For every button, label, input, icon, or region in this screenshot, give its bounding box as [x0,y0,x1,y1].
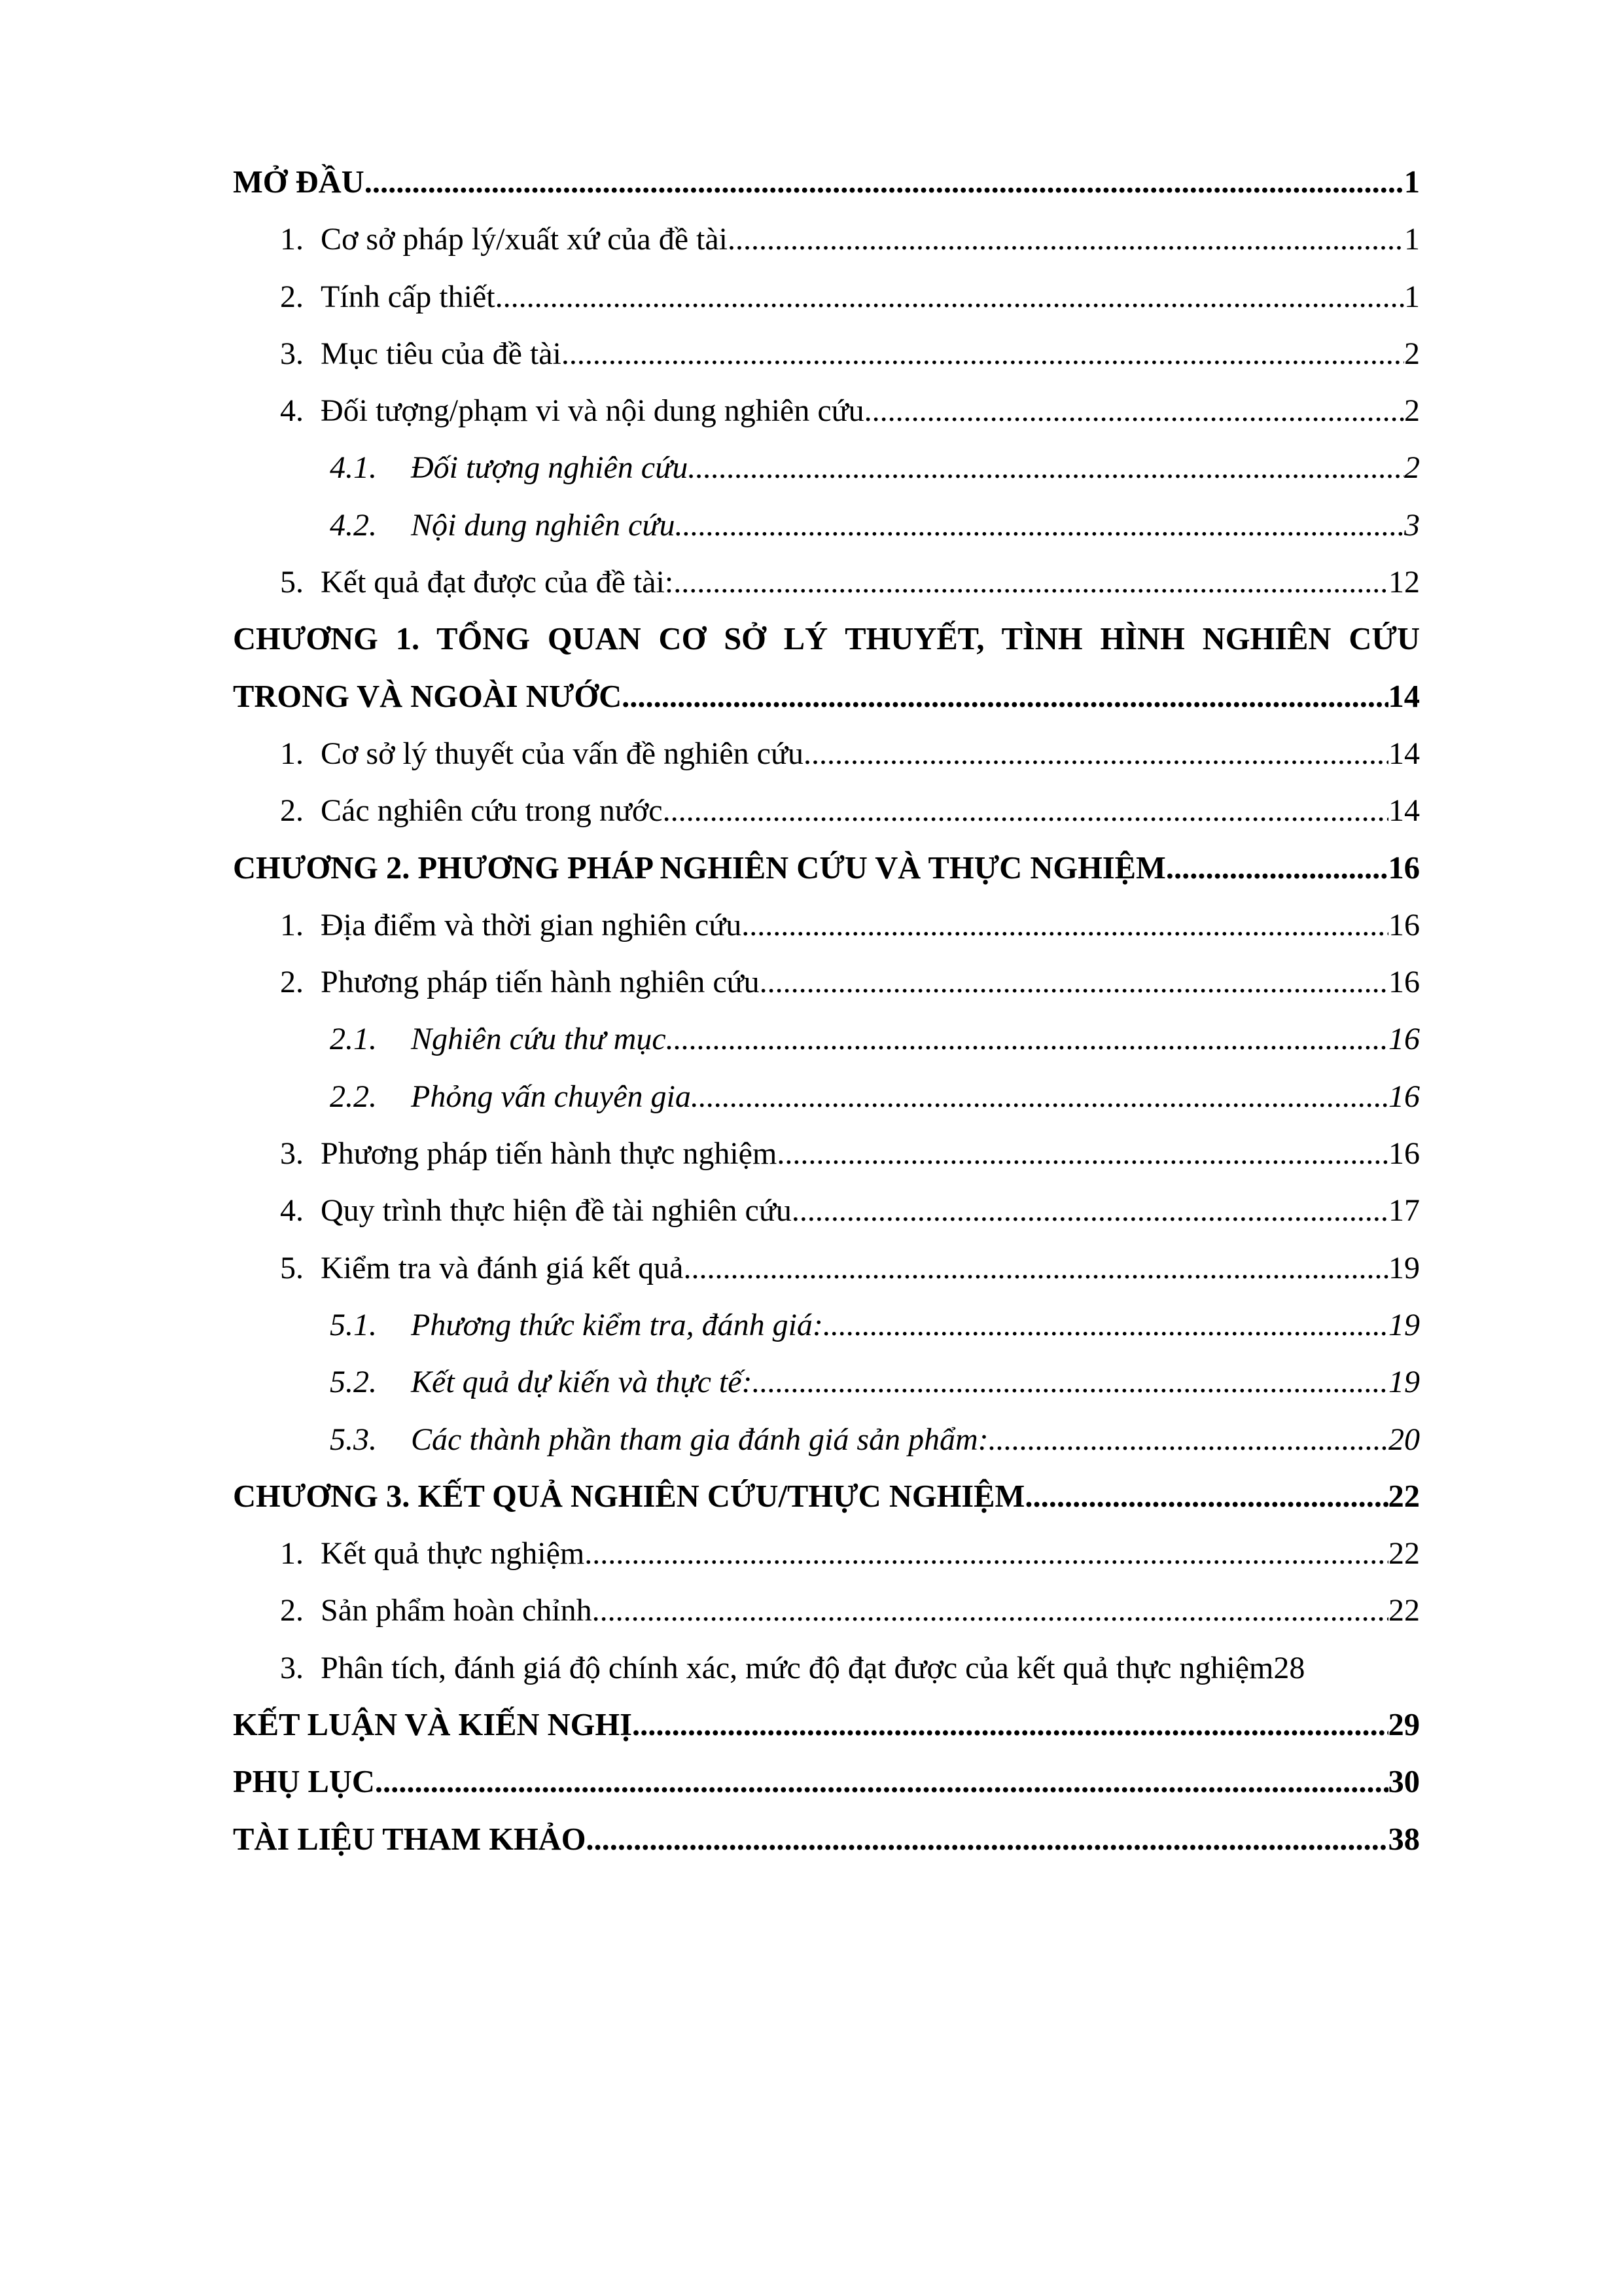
toc-section-entry[interactable] [233,1240,1420,1297]
toc-section-entry[interactable] [233,1582,1420,1639]
toc-section-entry[interactable] [233,1125,1420,1182]
toc-section-entry[interactable] [233,1640,1420,1696]
toc-chapter-entry[interactable] [233,1753,1420,1810]
toc-entry-title [330,1297,823,1354]
toc-page-number: 28 [1273,1650,1305,1685]
toc-chapter-entry[interactable] [233,1696,1420,1753]
toc-subsection-entry[interactable] [233,1411,1420,1468]
toc-section-entry[interactable] [233,897,1420,954]
toc-entry-number: 4.1. [330,450,377,486]
toc-section-entry[interactable] [233,1525,1420,1582]
toc-entry-title [330,497,675,554]
toc-page-number: 19 [1388,1250,1420,1285]
toc-entry-text: Đối tượng nghiên cứu [411,450,688,486]
toc-entry-title [330,1068,691,1125]
toc-dot-leader [663,782,1388,839]
toc-dot-leader [741,897,1388,954]
toc-entry-number: 4.2. [330,507,377,543]
toc-dot-leader [728,211,1404,268]
toc-entry-title [280,954,760,1011]
toc-entry-title [233,154,364,211]
table-of-contents [233,154,1420,1868]
toc-section-entry[interactable] [233,268,1420,325]
toc-entry-number: 5. [280,1250,304,1285]
toc-entry-number: 4. [280,1193,304,1229]
toc-dot-leader [632,1696,1388,1753]
toc-page-number: 16 [1388,907,1420,942]
toc-entry-text: Quy trình thực hiện đề tài nghiên cứu [321,1193,792,1229]
toc-entry-title [280,1525,584,1582]
toc-entry-number: 3. [280,336,304,371]
toc-entry-title [233,1753,375,1810]
toc-entry-text: Kết quả dự kiến và thực tế: [411,1365,752,1400]
toc-chapter-entry[interactable] [233,154,1420,211]
toc-section-entry[interactable] [233,382,1420,439]
toc-section-entry[interactable] [233,554,1420,611]
toc-entry-title [280,1182,792,1239]
toc-dot-leader [495,268,1404,325]
toc-entry-title [280,1582,592,1639]
toc-page-number: 30 [1388,1765,1420,1800]
toc-entry-text: Cơ sở lý thuyết của vấn đề nghiên cứu [321,736,803,771]
toc-entry-title [330,1011,666,1067]
toc-entry-title [280,1125,777,1182]
toc-section-entry[interactable] [233,211,1420,268]
toc-page-number: 22 [1388,1593,1420,1628]
toc-page-number: 2 [1404,336,1420,371]
toc-page-number: 20 [1388,1422,1420,1457]
toc-entry-text: Kết quả thực nghiệm [321,1536,585,1571]
toc-entry-text: TRONG VÀ NGOÀI NƯỚC [233,679,622,714]
toc-entry-number: 2. [280,793,304,829]
toc-entry-number: 5.1. [330,1307,377,1342]
toc-dot-leader [586,1811,1388,1868]
toc-entry-text: Các nghiên cứu trong nước [321,793,663,829]
toc-entry-text: Các thành phần tham gia đánh giá sản phẩm: [411,1422,989,1457]
toc-section-entry[interactable] [233,1182,1420,1239]
toc-page-number: 1 [1403,165,1420,200]
toc-entry-title [280,1640,1273,1696]
toc-page-number: 29 [1388,1708,1420,1743]
toc-entry-number: 1. [280,222,304,257]
toc-entry-title [233,668,622,725]
toc-entry-text: Nội dung nghiên cứu [411,507,675,543]
toc-entry-title [280,782,663,839]
toc-chapter-entry[interactable] [233,668,1420,725]
toc-entry-text: Đối tượng/phạm vi và nội dung nghiên cứu [321,393,864,429]
toc-entry-number: 5.2. [330,1365,377,1400]
toc-entry-text: Kiểm tra và đánh giá kết quả [321,1250,684,1285]
toc-entry-text: KẾT LUẬN VÀ KIẾN NGHỊ [233,1708,632,1743]
toc-entry-title [330,1354,752,1410]
toc-page-number: 16 [1388,850,1420,886]
toc-dot-leader [375,1753,1388,1810]
toc-dot-leader [683,1240,1388,1297]
toc-dot-leader [592,1582,1388,1639]
toc-entry-text: MỞ ĐẦU [233,165,364,200]
toc-page-number: 1 [1404,279,1420,314]
toc-entry-number: 2. [280,1593,304,1628]
toc-entry-title [280,325,561,382]
toc-entry-title [280,897,741,954]
toc-page-number: 22 [1388,1479,1420,1514]
toc-dot-leader [1025,1468,1388,1525]
toc-entry-number: 4. [280,393,304,429]
toc-subsection-entry[interactable] [233,1011,1420,1067]
toc-page-number: 14 [1388,679,1420,714]
toc-entry-title [233,1696,632,1753]
toc-subsection-entry[interactable] [233,439,1420,496]
toc-entry-title [280,268,495,325]
toc-chapter-entry[interactable] [233,1811,1420,1868]
toc-section-entry[interactable] [233,725,1420,782]
toc-entry-title [233,840,1166,897]
toc-page-number: 19 [1388,1307,1420,1342]
toc-dot-leader [364,154,1404,211]
toc-page-number: 16 [1388,965,1420,1000]
toc-chapter-entry[interactable] [233,840,1420,897]
toc-entry-title [330,439,688,496]
toc-page-number: 2 [1404,393,1420,429]
toc-entry-number: 3. [280,1650,304,1685]
toc-entry-number: 5.3. [330,1422,377,1457]
toc-dot-leader [792,1182,1388,1239]
toc-dot-leader [752,1354,1388,1410]
toc-dot-leader [622,668,1388,725]
toc-entry-text: Địa điểm và thời gian nghiên cứu [321,907,742,942]
toc-section-entry[interactable] [233,782,1420,839]
toc-dot-leader [777,1125,1388,1182]
toc-entry-text: CHƯƠNG 3. KẾT QUẢ NGHIÊN CỨU/THỰC NGHIỆM [233,1479,1025,1514]
toc-entry-title [233,1468,1025,1525]
toc-entry-title [280,211,728,268]
toc-entry-text: Sản phẩm hoàn chỉnh [321,1593,592,1628]
toc-entry-title [280,382,864,439]
toc-entry-text: Kết quả đạt được của đề tài: [321,565,674,600]
toc-chapter-entry[interactable] [233,1468,1420,1525]
toc-page-number: 16 [1388,1022,1420,1057]
toc-page-number: 14 [1388,736,1420,771]
toc-entry-number: 2. [280,965,304,1000]
toc-entry-title [233,1811,586,1868]
toc-dot-leader [823,1297,1388,1354]
toc-dot-leader [561,325,1404,382]
toc-page-number: 17 [1388,1193,1420,1229]
toc-entry-text: Tính cấp thiết [321,279,495,314]
toc-entry-text: Phỏng vấn chuyên gia [411,1079,691,1114]
toc-page-number: 1 [1404,222,1420,257]
toc-entry-number: 1. [280,907,304,942]
toc-entry-title [280,554,673,611]
toc-entry-title [280,1240,683,1297]
toc-subsection-entry[interactable] [233,1297,1420,1354]
toc-dot-leader [675,497,1404,554]
toc-entry-number: 1. [280,736,304,771]
toc-subsection-entry[interactable] [233,1354,1420,1410]
toc-entry-text: Phương thức kiểm tra, đánh giá: [411,1307,823,1342]
toc-entry-title [330,1411,989,1468]
toc-page-number: 19 [1388,1365,1420,1400]
toc-entry-number: 2.1. [330,1022,377,1057]
toc-dot-leader [584,1525,1388,1582]
toc-entry-text: Cơ sở pháp lý/xuất xứ của đề tài [321,222,728,257]
toc-section-entry[interactable] [233,325,1420,382]
toc-dot-leader [673,554,1388,611]
toc-entry-number: 3. [280,1136,304,1172]
toc-dot-leader [989,1411,1388,1468]
toc-subsection-entry[interactable] [233,497,1420,554]
toc-entry-text: Mục tiêu của đề tài [321,336,561,371]
toc-dot-leader [803,725,1388,782]
toc-dot-leader [691,1068,1388,1125]
toc-dot-leader [666,1011,1388,1067]
toc-page-number: 2 [1404,450,1420,486]
toc-entry-text: Nghiên cứu thư mục [411,1022,666,1057]
toc-subsection-entry[interactable] [233,1068,1420,1125]
toc-dot-leader [1166,840,1388,897]
toc-dot-leader [688,439,1404,496]
toc-page-number: 14 [1388,793,1420,829]
toc-page-number: 22 [1388,1536,1420,1571]
toc-dot-leader [864,382,1404,439]
toc-page-number: 38 [1388,1821,1420,1857]
toc-entry-title [280,725,803,782]
toc-entry-title-line[interactable]: CHƯƠNG 1. TỔNG QUAN CƠ SỞ LÝ THUYẾT, TÌNH HÌNH NGHIÊN CỨU [233,622,1420,657]
toc-dot-leader [760,954,1388,1011]
toc-entry-text: PHỤ LỤC [233,1765,375,1800]
toc-entry-text: Phương pháp tiến hành nghiên cứu [321,965,760,1000]
toc-page-number: 12 [1388,565,1420,600]
toc-page-number: 3 [1404,507,1420,543]
toc-entry-text: CHƯƠNG 2. PHƯƠNG PHÁP NGHIÊN CỨU VÀ THỰC NGHIỆM [233,850,1166,886]
toc-entry-number: 5. [280,565,304,600]
toc-entry-number: 2. [280,279,304,314]
toc-entry-text: TÀI LIỆU THAM KHẢO [233,1821,586,1857]
toc-page-number: 16 [1388,1079,1420,1114]
toc-section-entry[interactable] [233,954,1420,1011]
toc-entry-text: Phương pháp tiến hành thực nghiệm [321,1136,777,1172]
toc-page-number: 16 [1388,1136,1420,1172]
toc-entry-number: 1. [280,1536,304,1571]
toc-entry-number: 2.2. [330,1079,377,1114]
toc-entry-text: Phân tích, đánh giá độ chính xác, mức độ đạt được của kết quả thực nghiệm [321,1650,1274,1685]
